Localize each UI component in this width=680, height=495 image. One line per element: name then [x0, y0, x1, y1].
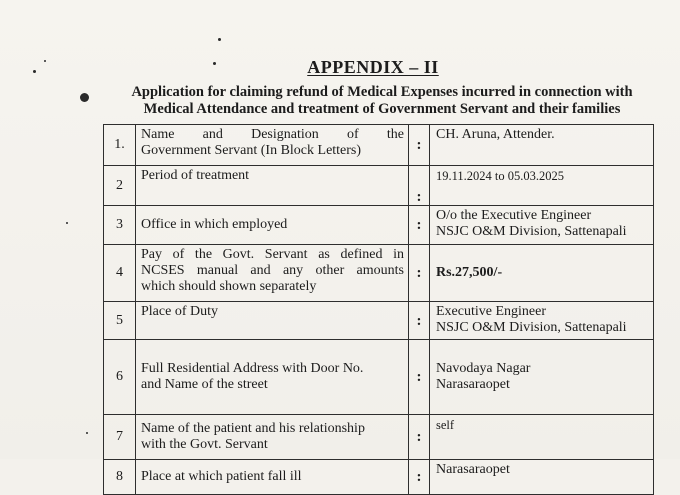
appendix-title: APPENDIX – II	[307, 57, 439, 77]
table-row	[104, 460, 654, 495]
form-subtitle	[102, 84, 662, 118]
row-label: Pay of the Govt. Servant as defined in NCSES manual and any other amounts which should shown separately	[136, 245, 409, 302]
row-separator: :	[409, 245, 430, 302]
table-row	[104, 415, 654, 460]
row-label: Place of Duty	[136, 302, 409, 340]
table-row	[104, 340, 654, 415]
table-row	[104, 245, 654, 302]
ink-speck	[86, 432, 88, 434]
row-number: 6	[104, 340, 136, 415]
row-separator: :	[409, 340, 430, 415]
row-label: Place at which patient fall ill	[136, 460, 409, 495]
row-label: Name and Designation of the Government Servant (In Block Letters)	[136, 125, 409, 166]
row-value: Navodaya Nagar Narasaraopet	[430, 340, 654, 415]
claim-form-table	[103, 124, 654, 495]
row-separator: :	[409, 302, 430, 340]
ink-speck	[80, 93, 89, 102]
row-value: O/o the Executive Engineer NSJC O&M Division, Sattenapali	[430, 206, 654, 245]
row-label: Full Residential Address with Door No. and Name of the street	[136, 340, 409, 415]
row-label: Period of treatment	[136, 166, 409, 206]
table-row	[104, 206, 654, 245]
row-number: 5	[104, 302, 136, 340]
subtitle-line: Application for claiming refund of Medical Expenses incurred in connection with	[131, 84, 633, 100]
row-value: 19.11.2024 to 05.03.2025	[430, 166, 654, 206]
row-value: Rs.27,500/-	[430, 245, 654, 302]
row-number: 2	[104, 166, 136, 206]
table-row	[104, 302, 654, 340]
row-separator: :	[409, 460, 430, 495]
row-value: Narasaraopet	[430, 460, 654, 495]
ink-speck	[218, 38, 221, 41]
row-number: 7	[104, 415, 136, 460]
table-row	[104, 125, 654, 166]
row-number: 8	[104, 460, 136, 495]
row-number: 3	[104, 206, 136, 245]
row-value: CH. Aruna, Attender.	[430, 125, 654, 166]
subtitle-line: Medical Attendance and treatment of Government Servant and their families	[143, 101, 621, 117]
row-separator: :	[409, 415, 430, 460]
row-separator: :	[409, 206, 430, 245]
row-number: 4	[104, 245, 136, 302]
ink-speck	[66, 222, 68, 224]
row-separator: :	[409, 166, 430, 206]
row-value: self	[430, 415, 654, 460]
row-number: 1.	[104, 125, 136, 166]
row-label: Name of the patient and his relationship with the Govt. Servant	[136, 415, 409, 460]
row-separator: :	[409, 125, 430, 166]
row-label: Office in which employed	[136, 206, 409, 245]
table-row	[104, 166, 654, 206]
row-value: Executive Engineer NSJC O&M Division, Sattenapali	[430, 302, 654, 340]
